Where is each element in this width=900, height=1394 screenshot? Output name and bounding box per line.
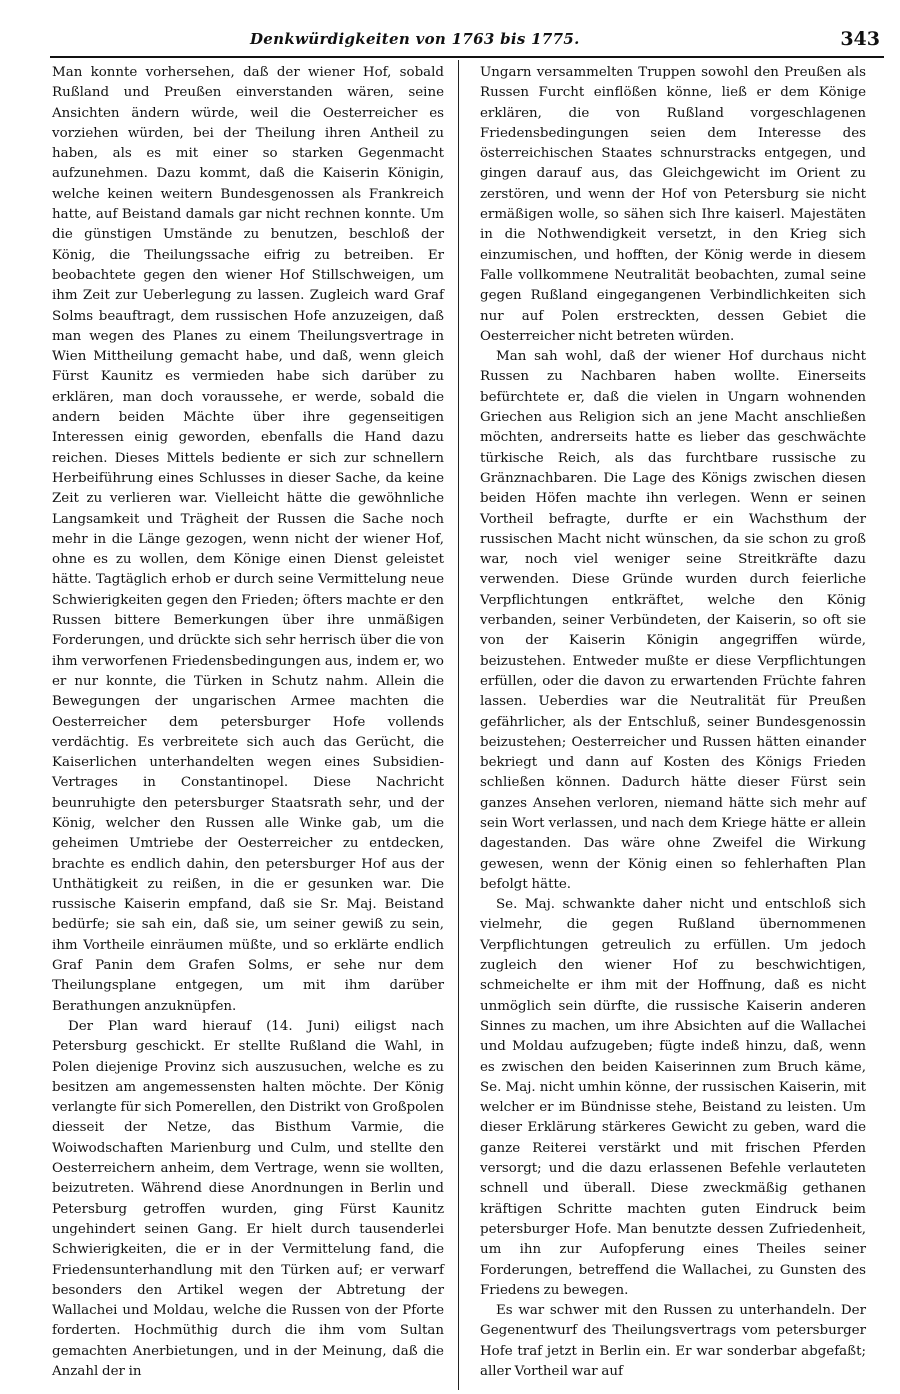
header-rule	[50, 56, 884, 58]
paragraph: Man konnte vorhersehen, daß der wiener Hof, sobald Rußland und Preußen einverstanden wären, seine Ansichten ändern würde, weil die Oesterreicher es vorziehen würden, bei der Theilung ihren Antheil zu haben, als es mit einer so starken Gegenmacht aufzunehmen. Dazu kommt, daß die Kaiserin Königin, welche keinen weitern Bundesgenossen als Frankreich hatte, auf Beistand damals gar nicht rechnen konnte. Um die günstigen Umstände zu benutzen, beschloß der König, die Theilungssache eifrig zu betreiben. Er beobachtete gegen den wiener Hof Stillschweigen, um ihm Zeit zur Ueberlegung zu lassen. Zugleich ward Graf Solms beauftragt, dem russischen Hofe anzuzeigen, daß man wegen des Planes zu einem Theilungsvertrage in Wien Mittheilung gemacht habe, und daß, wenn gleich Fürst Kaunitz es vermieden habe sich darüber zu erklären, man doch voraussehe, er werde, sobald die andern beiden Mächte über ihre gegenseitigen Interessen einig geworden, ebenfalls die Hand dazu reichen. Dieses Mittels bediente er sich zur schnellern Herbeiführung eines Schlusses in dieser Sache, da keine Zeit zu verlieren war. Vielleicht hätte die gewöhnliche Langsamkeit und Trägheit der Russen die Sache noch mehr in die Länge gezogen, wenn nicht der wiener Hof, ohne es zu wollen, dem Könige einen Dienst geleistet hätte. Tagtäglich erhob er durch seine Vermittelung neue Schwierigkeiten gegen den Frieden; öfters machte er den Russen bittere Bemerkungen über ihre unmäßigen Forderungen, und drückte sich sehr herrisch über die von ihm verworfenen Friedensbedingungen aus, indem er, wo er nur konnte, die Türken in Schutz nahm. Allein die Bewegungen der ungarischen Armee machten die Oesterreicher dem petersburger Hofe vollends verdächtig. Es verbreitete sich auch das Gerücht, die Kaiserlichen unterhandelten wegen eines Subsidien-Vertrages in Constantinopel. Diese Nachricht beunruhigte den petersburger Staatsrath sehr, und der König, welcher den Russen alle Winke gab, um die geheimen Umtriebe der Oesterreicher zu entdecken, brachte es endlich dahin, den petersburger Hof aus der Unthätigkeit zu reißen, in die er gesunken war. Die russische Kaiserin empfand, daß sie Sr. Maj. Beistand bedürfe; sie sah ein, daß sie, um seiner gewiß zu sein, ihm Vortheile einräumen müßte, und so erklärte endlich Graf Panin dem Grafen Solms, er sehe nur dem Theilungsplane entgegen, um mit ihm darüber Berathungen anzuknüpfen.	[52, 65, 444, 1014]
left-column	[52, 63, 444, 1382]
paragraph: Der Plan ward hierauf (14. Juni) eiligst nach Petersburg geschickt. Er stellte Rußland die Wahl, in Polen diejenige Provinz sich auszusuchen, welche es zu besitzen am angemessensten halten möchte. Der König verlangte für sich Pomerellen, den Distrikt von Großpolen diesseit der Netze, das Bisthum Varmie, die Woiwodschaften Marienburg und Culm, und stellte den Oesterreichern anheim, dem Vertrage, wenn sie wollten, beizutreten. Während diese Anordnungen in Berlin und Petersburg getroffen wurden, ging Fürst Kaunitz ungehindert seinen Gang. Er hielt durch tausenderlei Schwierigkeiten, die er in der Vermittelung fand, die Friedensunterhandlung mit den Türken auf; er verwarf besonders den Artikel wegen der Abtretung der Wallachei und Moldau, welche die Russen von der Pforte forderten. Hochmüthig durch die ihm vom Sultan gemachten Anerbietungen, und in der Meinung, daß die Anzahl der in	[52, 1018, 444, 1379]
page-number: 343	[840, 28, 880, 50]
paragraph: Man sah wohl, daß der wiener Hof durchaus nicht Russen zu Nachbaren haben wollte. Einerseits befürchtete er, daß die vielen in Ungarn wohnenden Griechen aus Religion sich an jene Macht anschließen möchten, andrerseits hatte es lieber das geschwächte türkische Reich, als das furchtbare russische zu Gränznachbaren. Die Lage des Königs zwischen diesen beiden Höfen machte ihn verlegen. Wenn er seinen Vortheil befragte, durfte er ein Wachsthum der russischen Macht nicht wünschen, da sie schon zu groß war, noch viel weniger seine Streitkräfte dazu verwenden. Diese Gründe wurden durch feierliche Verpflichtungen entkräftet, welche den König verbanden, seiner Verbündeten, der Kaiserin, so oft sie von der Kaiserin Königin angegriffen würde, beizustehen. Entweder mußte er diese Verpflichtungen erfüllen, oder die davon zu erwartenden Früchte fahren lassen. Ueberdies war die Neutralität für Preußen gefährlicher, als der Entschluß, seiner Bundesgenossin beizustehen; Oesterreicher und Russen hätten einander bekriegt und dann auf Kosten des Königs Frieden schließen können. Dadurch hätte dieser Fürst sein ganzes Ansehen verloren, niemand hätte sich mehr auf sein Wort verlassen, und nach dem Kriege hätte er allein dagestanden. Das wäre ohne Zweifel die Wirkung gewesen, wenn der König einen so fehlerhaften Plan befolgt hätte.	[480, 349, 866, 892]
paragraph: Se. Maj. schwankte daher nicht und entschloß sich vielmehr, die gegen Rußland übernommenen Verpflichtungen getreulich zu erfüllen. Um jedoch zugleich den wiener Hof zu beschwichtigen, schmeichelte er ihm mit der Hoffnung, daß es nicht unmöglich sein dürfte, die russische Kaiserin anderen Sinnes zu machen, um ihre Absichten auf die Wallachei und Moldau aufzugeben; fügte indeß hinzu, daß, wenn es zwischen den beiden Kaiserinnen zum Bruch käme, Se. Maj. nicht umhin könne, der russischen Kaiserin, mit welcher er im Bündnisse stehe, Beistand zu leisten. Um dieser Erklärung stärkeres Gewicht zu geben, ward die ganze Reiterei verstärkt und mit frischen Pferden versorgt; und die dazu erlassenen Befehle verlauteten schnell und überall. Diese zweckmäßig gethanen kräftigen Schritte machten guten Eindruck beim petersburger Hofe. Man benutzte dessen Zufriedenheit, um ihn zur Aufopferung eines Theiles seiner Forderungen, betreffend die Wallachei, zu Gunsten des Friedens zu bewegen.	[480, 897, 866, 1298]
running-title: Denkwürdigkeiten von 1763 bis 1775.	[250, 30, 580, 48]
column-divider	[458, 60, 459, 1390]
paragraph: Ungarn versammelten Truppen sowohl den Preußen als Russen Furcht einflößen könne, ließ er dem Könige erklären, die von Rußland vorgeschlagenen Friedensbedingungen seien dem Interesse des österreichischen Staates schnurstracks entgegen, und gingen darauf aus, das Gleichgewicht im Orient zu zerstören, und wenn der Hof von Petersburg sie nicht ermäßigen wolle, so sähen sich Ihre kaiserl. Majestäten in die Nothwendigkeit versetzt, in den Krieg sich einzumischen, und hofften, der König werde in diesem Falle vollkommene Neutralität beobachten, zumal seine gegen Rußland eingegangenen Verbindlichkeiten sich nur auf Polen erstreckten, dessen Gebiet die Oesterreicher nicht betreten würden.	[480, 65, 866, 344]
paragraph: Es war schwer mit den Russen zu unterhandeln. Der Gegenentwurf des Theilungsvertrags vom petersburger Hofe traf jetzt in Berlin ein. Er war sonderbar abgefaßt; aller Vortheil war auf	[480, 1303, 866, 1379]
right-column	[480, 63, 866, 1382]
